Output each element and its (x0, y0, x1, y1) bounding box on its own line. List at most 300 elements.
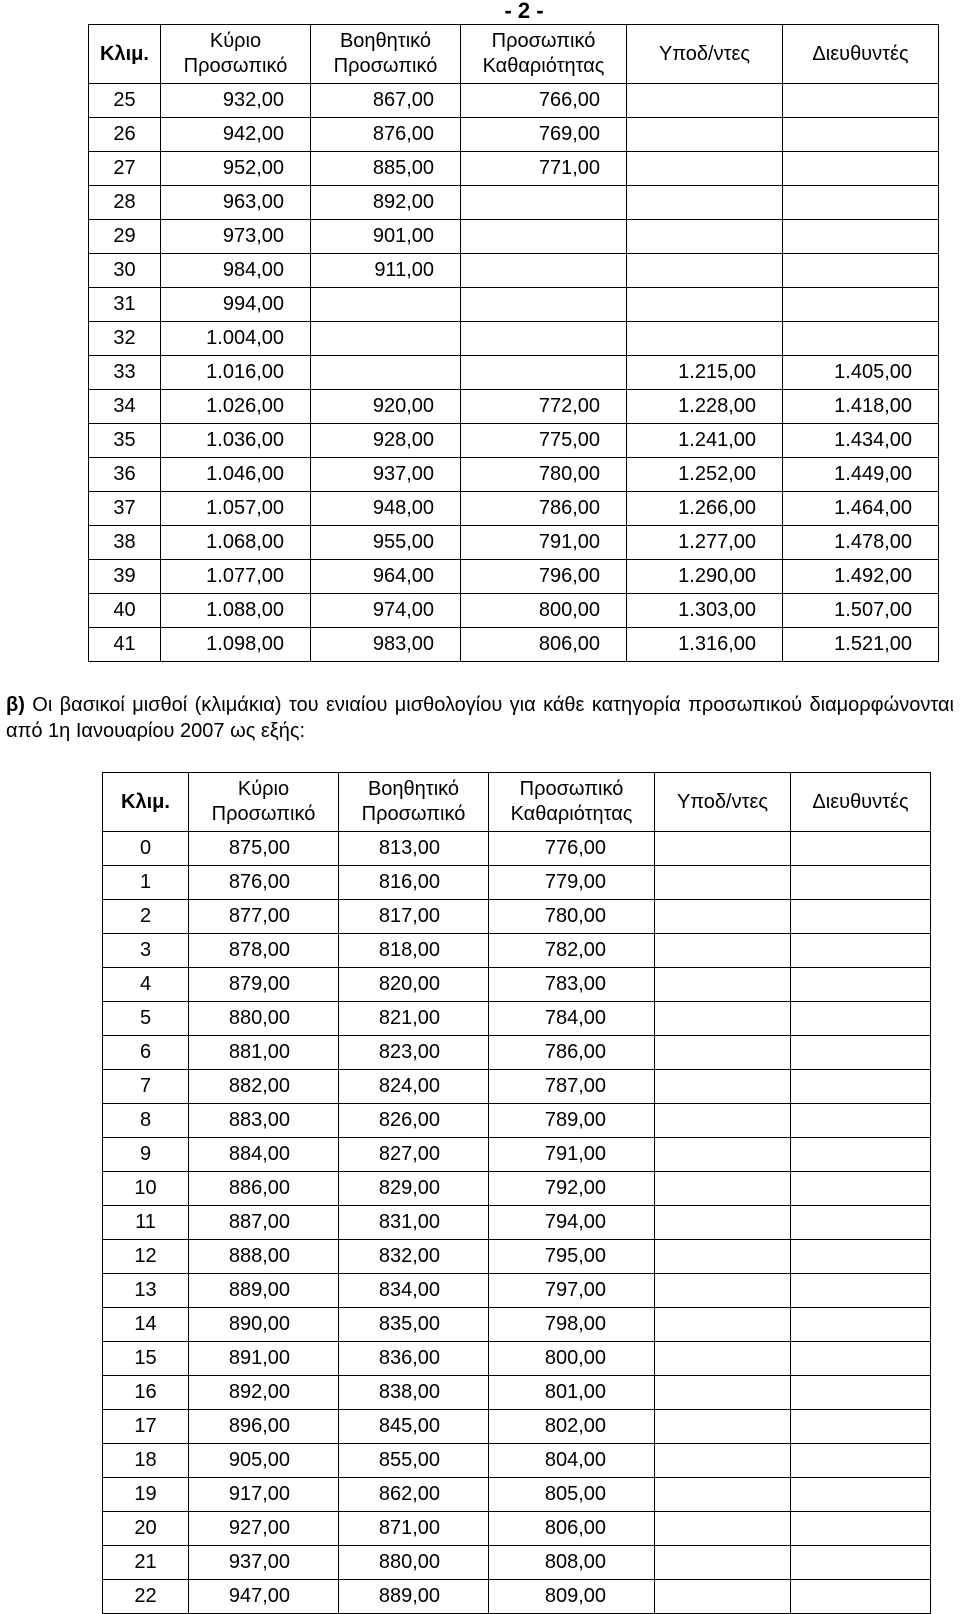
salary-cell (791, 1376, 931, 1410)
table-row (89, 288, 939, 322)
table-row (103, 1376, 931, 1410)
salary-cell (783, 288, 939, 322)
salary-cell (655, 1546, 791, 1580)
salary-cell (783, 152, 939, 186)
salary-cell (655, 1104, 791, 1138)
salary-cell (655, 1478, 791, 1512)
table-row (103, 1070, 931, 1104)
salary-cell: 888,00 (189, 1240, 339, 1274)
table-row (89, 152, 939, 186)
salary-cell: 862,00 (339, 1478, 489, 1512)
grade-cell: 35 (89, 424, 161, 458)
salary-cell (655, 1240, 791, 1274)
column-header: Κύριο Προσωπικό (161, 25, 311, 84)
grade-cell: 14 (103, 1308, 189, 1342)
salary-cell: 1.077,00 (161, 560, 311, 594)
table-row (89, 560, 939, 594)
salary-cell: 887,00 (189, 1206, 339, 1240)
salary-cell: 832,00 (339, 1240, 489, 1274)
table-row (103, 1240, 931, 1274)
salary-cell: 780,00 (461, 458, 627, 492)
salary-cell: 920,00 (311, 390, 461, 424)
table-row (103, 1206, 931, 1240)
salary-cell: 801,00 (489, 1376, 655, 1410)
salary-cell (627, 254, 783, 288)
salary-cell: 889,00 (339, 1580, 489, 1614)
salary-cell (791, 900, 931, 934)
table-header-row (89, 25, 939, 84)
table-row (89, 322, 939, 356)
salary-cell (655, 1444, 791, 1478)
salary-cell (461, 322, 627, 356)
salary-cell: 889,00 (189, 1274, 339, 1308)
grade-cell: 15 (103, 1342, 189, 1376)
column-header: Κλιμ. (103, 773, 189, 832)
salary-cell: 786,00 (489, 1036, 655, 1070)
column-header: Υποδ/ντες (655, 773, 791, 832)
salary-cell: 802,00 (489, 1410, 655, 1444)
salary-cell: 806,00 (461, 628, 627, 662)
salary-table-2007 (102, 772, 931, 1614)
salary-cell: 1.057,00 (161, 492, 311, 526)
table-row (89, 628, 939, 662)
grade-cell: 13 (103, 1274, 189, 1308)
salary-cell: 766,00 (461, 84, 627, 118)
salary-cell: 876,00 (311, 118, 461, 152)
salary-cell: 794,00 (489, 1206, 655, 1240)
salary-cell: 1.492,00 (783, 560, 939, 594)
salary-cell (655, 1410, 791, 1444)
salary-cell (655, 1580, 791, 1614)
salary-cell (791, 1138, 931, 1172)
salary-cell: 804,00 (489, 1444, 655, 1478)
salary-cell: 834,00 (339, 1274, 489, 1308)
salary-cell (461, 254, 627, 288)
salary-cell (791, 1070, 931, 1104)
grade-cell: 40 (89, 594, 161, 628)
table-row (103, 1512, 931, 1546)
column-header: Κλιμ. (89, 25, 161, 84)
table-row (103, 832, 931, 866)
salary-cell (791, 1240, 931, 1274)
column-header: Κύριο Προσωπικό (189, 773, 339, 832)
salary-cell: 821,00 (339, 1002, 489, 1036)
salary-cell: 877,00 (189, 900, 339, 934)
salary-cell (791, 866, 931, 900)
salary-cell: 880,00 (189, 1002, 339, 1036)
salary-cell (791, 934, 931, 968)
salary-cell: 871,00 (339, 1512, 489, 1546)
salary-cell: 947,00 (189, 1580, 339, 1614)
salary-cell: 779,00 (489, 866, 655, 900)
salary-cell: 905,00 (189, 1444, 339, 1478)
salary-cell: 1.521,00 (783, 628, 939, 662)
grade-cell: 19 (103, 1478, 189, 1512)
salary-cell: 1.215,00 (627, 356, 783, 390)
grade-cell: 12 (103, 1240, 189, 1274)
grade-cell: 33 (89, 356, 161, 390)
salary-cell: 928,00 (311, 424, 461, 458)
salary-cell: 800,00 (489, 1342, 655, 1376)
column-header: Διευθυντές (791, 773, 931, 832)
salary-cell: 892,00 (189, 1376, 339, 1410)
salary-cell: 813,00 (339, 832, 489, 866)
grade-cell: 29 (89, 220, 161, 254)
salary-cell: 791,00 (489, 1138, 655, 1172)
grade-cell: 17 (103, 1410, 189, 1444)
salary-cell: 808,00 (489, 1546, 655, 1580)
salary-cell (655, 1512, 791, 1546)
salary-cell: 973,00 (161, 220, 311, 254)
salary-cell (783, 118, 939, 152)
table-row (89, 186, 939, 220)
salary-cell: 784,00 (489, 1002, 655, 1036)
grade-cell: 18 (103, 1444, 189, 1478)
salary-cell: 783,00 (489, 968, 655, 1002)
paragraph-b (6, 692, 954, 744)
salary-cell (655, 1376, 791, 1410)
grade-cell: 28 (89, 186, 161, 220)
salary-cell (655, 1206, 791, 1240)
salary-cell: 800,00 (461, 594, 627, 628)
salary-cell: 1.016,00 (161, 356, 311, 390)
salary-cell: 820,00 (339, 968, 489, 1002)
column-header: Βοηθητικό Προσωπικό (311, 25, 461, 84)
salary-cell: 1.303,00 (627, 594, 783, 628)
salary-cell (627, 288, 783, 322)
salary-cell (783, 322, 939, 356)
salary-cell: 1.068,00 (161, 526, 311, 560)
salary-cell: 937,00 (189, 1546, 339, 1580)
salary-cell: 1.405,00 (783, 356, 939, 390)
salary-cell: 937,00 (311, 458, 461, 492)
salary-cell (783, 220, 939, 254)
table-row (103, 1172, 931, 1206)
salary-cell (461, 186, 627, 220)
salary-cell (627, 322, 783, 356)
table-row (89, 356, 939, 390)
table-row (89, 220, 939, 254)
salary-cell (311, 356, 461, 390)
salary-cell: 901,00 (311, 220, 461, 254)
salary-cell: 883,00 (189, 1104, 339, 1138)
paragraph-label: β) (6, 694, 25, 716)
salary-cell: 786,00 (461, 492, 627, 526)
grade-cell: 41 (89, 628, 161, 662)
salary-cell (627, 118, 783, 152)
salary-cell (791, 1036, 931, 1070)
table-row (103, 1002, 931, 1036)
grade-cell: 10 (103, 1172, 189, 1206)
table-row (103, 1444, 931, 1478)
salary-cell (311, 288, 461, 322)
salary-cell: 824,00 (339, 1070, 489, 1104)
grade-cell: 16 (103, 1376, 189, 1410)
salary-cell: 880,00 (339, 1546, 489, 1580)
salary-cell: 806,00 (489, 1512, 655, 1546)
salary-cell (791, 1478, 931, 1512)
salary-cell: 955,00 (311, 526, 461, 560)
table-row (103, 934, 931, 968)
salary-cell (627, 220, 783, 254)
table-row (89, 254, 939, 288)
column-header: Υποδ/ντες (627, 25, 783, 84)
salary-cell: 932,00 (161, 84, 311, 118)
salary-cell (791, 1580, 931, 1614)
salary-cell (627, 84, 783, 118)
salary-cell: 1.036,00 (161, 424, 311, 458)
salary-cell: 1.026,00 (161, 390, 311, 424)
salary-cell: 855,00 (339, 1444, 489, 1478)
salary-cell: 838,00 (339, 1376, 489, 1410)
salary-cell: 1.277,00 (627, 526, 783, 560)
salary-cell: 867,00 (311, 84, 461, 118)
grade-cell: 22 (103, 1580, 189, 1614)
table-row (89, 118, 939, 152)
column-header: Προσωπικό Καθαριότητας (489, 773, 655, 832)
grade-cell: 7 (103, 1070, 189, 1104)
salary-cell: 836,00 (339, 1342, 489, 1376)
salary-cell: 1.464,00 (783, 492, 939, 526)
salary-cell: 1.449,00 (783, 458, 939, 492)
salary-cell: 964,00 (311, 560, 461, 594)
table-row (89, 458, 939, 492)
salary-cell (791, 1444, 931, 1478)
salary-cell: 886,00 (189, 1172, 339, 1206)
grade-cell: 3 (103, 934, 189, 968)
salary-cell (783, 186, 939, 220)
salary-cell: 882,00 (189, 1070, 339, 1104)
salary-cell: 927,00 (189, 1512, 339, 1546)
table-row (103, 1410, 931, 1444)
salary-cell (791, 968, 931, 1002)
grade-cell: 37 (89, 492, 161, 526)
table-row (89, 84, 939, 118)
table-row (103, 1104, 931, 1138)
grade-cell: 6 (103, 1036, 189, 1070)
salary-cell (655, 1070, 791, 1104)
table-row (103, 1138, 931, 1172)
salary-cell: 835,00 (339, 1308, 489, 1342)
table-row (103, 968, 931, 1002)
salary-cell: 942,00 (161, 118, 311, 152)
salary-cell: 775,00 (461, 424, 627, 458)
salary-cell: 876,00 (189, 866, 339, 900)
salary-cell: 911,00 (311, 254, 461, 288)
salary-cell (655, 968, 791, 1002)
salary-cell: 1.252,00 (627, 458, 783, 492)
column-header: Διευθυντές (783, 25, 939, 84)
salary-cell: 776,00 (489, 832, 655, 866)
salary-cell: 878,00 (189, 934, 339, 968)
salary-cell: 845,00 (339, 1410, 489, 1444)
salary-cell (627, 152, 783, 186)
salary-cell (791, 1002, 931, 1036)
grade-cell: 27 (89, 152, 161, 186)
salary-cell: 884,00 (189, 1138, 339, 1172)
salary-cell: 952,00 (161, 152, 311, 186)
salary-cell: 974,00 (311, 594, 461, 628)
salary-cell (791, 1104, 931, 1138)
table-header-row (103, 773, 931, 832)
table-row (103, 1308, 931, 1342)
salary-cell: 792,00 (489, 1172, 655, 1206)
salary-cell: 881,00 (189, 1036, 339, 1070)
salary-cell: 771,00 (461, 152, 627, 186)
salary-cell: 1.507,00 (783, 594, 939, 628)
salary-cell: 948,00 (311, 492, 461, 526)
salary-cell: 963,00 (161, 186, 311, 220)
salary-cell: 890,00 (189, 1308, 339, 1342)
salary-cell: 879,00 (189, 968, 339, 1002)
salary-cell: 769,00 (461, 118, 627, 152)
salary-cell (791, 1410, 931, 1444)
paragraph-text: Οι βασικοί μισθοί (κλιμάκια) του ενιαίου μισθολογίου για κάθε κατηγορία προσωπικού διαμορφώνονται από 1η Ιανουαρίου 2007 ως εξής: (6, 694, 954, 742)
salary-cell (655, 1036, 791, 1070)
salary-cell: 772,00 (461, 390, 627, 424)
salary-cell (655, 1274, 791, 1308)
grade-cell: 34 (89, 390, 161, 424)
grade-cell: 8 (103, 1104, 189, 1138)
salary-cell: 1.004,00 (161, 322, 311, 356)
salary-cell: 787,00 (489, 1070, 655, 1104)
salary-cell: 1.434,00 (783, 424, 939, 458)
salary-cell: 827,00 (339, 1138, 489, 1172)
salary-cell (791, 1512, 931, 1546)
table-body (103, 832, 931, 1614)
table-row (103, 900, 931, 934)
salary-cell (655, 1172, 791, 1206)
salary-cell (655, 900, 791, 934)
salary-cell: 983,00 (311, 628, 461, 662)
salary-cell: 1.046,00 (161, 458, 311, 492)
salary-cell: 1.241,00 (627, 424, 783, 458)
salary-cell (791, 1206, 931, 1240)
salary-cell: 809,00 (489, 1580, 655, 1614)
salary-cell: 896,00 (189, 1410, 339, 1444)
salary-cell: 885,00 (311, 152, 461, 186)
salary-cell (791, 1308, 931, 1342)
grade-cell: 0 (103, 832, 189, 866)
grade-cell: 11 (103, 1206, 189, 1240)
table-row (103, 1580, 931, 1614)
salary-cell (627, 186, 783, 220)
table-row (89, 390, 939, 424)
table-row (89, 594, 939, 628)
grade-cell: 1 (103, 866, 189, 900)
salary-cell (311, 322, 461, 356)
grade-cell: 30 (89, 254, 161, 288)
salary-cell (655, 934, 791, 968)
salary-cell (655, 1342, 791, 1376)
grade-cell: 39 (89, 560, 161, 594)
table-row (103, 1478, 931, 1512)
salary-cell: 791,00 (461, 526, 627, 560)
table-row (103, 1546, 931, 1580)
salary-cell (791, 1274, 931, 1308)
page-number: - 2 - (504, 0, 544, 23)
salary-cell: 829,00 (339, 1172, 489, 1206)
column-header: Προσωπικό Καθαριότητας (461, 25, 627, 84)
grade-cell: 21 (103, 1546, 189, 1580)
salary-cell (655, 1002, 791, 1036)
grade-cell: 20 (103, 1512, 189, 1546)
salary-cell: 805,00 (489, 1478, 655, 1512)
salary-cell (655, 1308, 791, 1342)
salary-cell (461, 288, 627, 322)
grade-cell: 38 (89, 526, 161, 560)
grade-cell: 32 (89, 322, 161, 356)
grade-cell: 25 (89, 84, 161, 118)
table-row (89, 424, 939, 458)
grade-cell: 26 (89, 118, 161, 152)
salary-table-upper (88, 24, 939, 662)
salary-cell: 796,00 (461, 560, 627, 594)
salary-cell: 780,00 (489, 900, 655, 934)
salary-cell (783, 254, 939, 288)
grade-cell: 31 (89, 288, 161, 322)
salary-cell (791, 1342, 931, 1376)
salary-cell: 789,00 (489, 1104, 655, 1138)
salary-cell: 891,00 (189, 1342, 339, 1376)
salary-cell: 1.478,00 (783, 526, 939, 560)
salary-cell (655, 832, 791, 866)
grade-cell: 36 (89, 458, 161, 492)
grade-cell: 5 (103, 1002, 189, 1036)
table-body (89, 84, 939, 662)
salary-cell: 831,00 (339, 1206, 489, 1240)
salary-cell: 1.316,00 (627, 628, 783, 662)
salary-cell: 1.228,00 (627, 390, 783, 424)
table-row (103, 1342, 931, 1376)
table-row (89, 526, 939, 560)
salary-cell: 1.418,00 (783, 390, 939, 424)
salary-cell: 826,00 (339, 1104, 489, 1138)
salary-cell: 1.098,00 (161, 628, 311, 662)
table-row (89, 492, 939, 526)
grade-cell: 9 (103, 1138, 189, 1172)
salary-cell: 875,00 (189, 832, 339, 866)
salary-cell: 892,00 (311, 186, 461, 220)
salary-cell (783, 84, 939, 118)
salary-cell (655, 866, 791, 900)
salary-cell: 817,00 (339, 900, 489, 934)
salary-cell (791, 1546, 931, 1580)
salary-cell: 984,00 (161, 254, 311, 288)
salary-cell (655, 1138, 791, 1172)
salary-cell (461, 220, 627, 254)
table-row (103, 866, 931, 900)
salary-cell: 795,00 (489, 1240, 655, 1274)
column-header: Βοηθητικό Προσωπικό (339, 773, 489, 832)
table-row (103, 1274, 931, 1308)
salary-cell: 818,00 (339, 934, 489, 968)
salary-cell: 797,00 (489, 1274, 655, 1308)
salary-cell (791, 1172, 931, 1206)
grade-cell: 2 (103, 900, 189, 934)
salary-cell: 816,00 (339, 866, 489, 900)
grade-cell: 4 (103, 968, 189, 1002)
salary-cell: 1.290,00 (627, 560, 783, 594)
table-row (103, 1036, 931, 1070)
salary-cell: 917,00 (189, 1478, 339, 1512)
salary-cell: 782,00 (489, 934, 655, 968)
salary-cell (461, 356, 627, 390)
salary-cell: 1.088,00 (161, 594, 311, 628)
salary-cell: 1.266,00 (627, 492, 783, 526)
salary-cell: 823,00 (339, 1036, 489, 1070)
salary-cell (791, 832, 931, 866)
